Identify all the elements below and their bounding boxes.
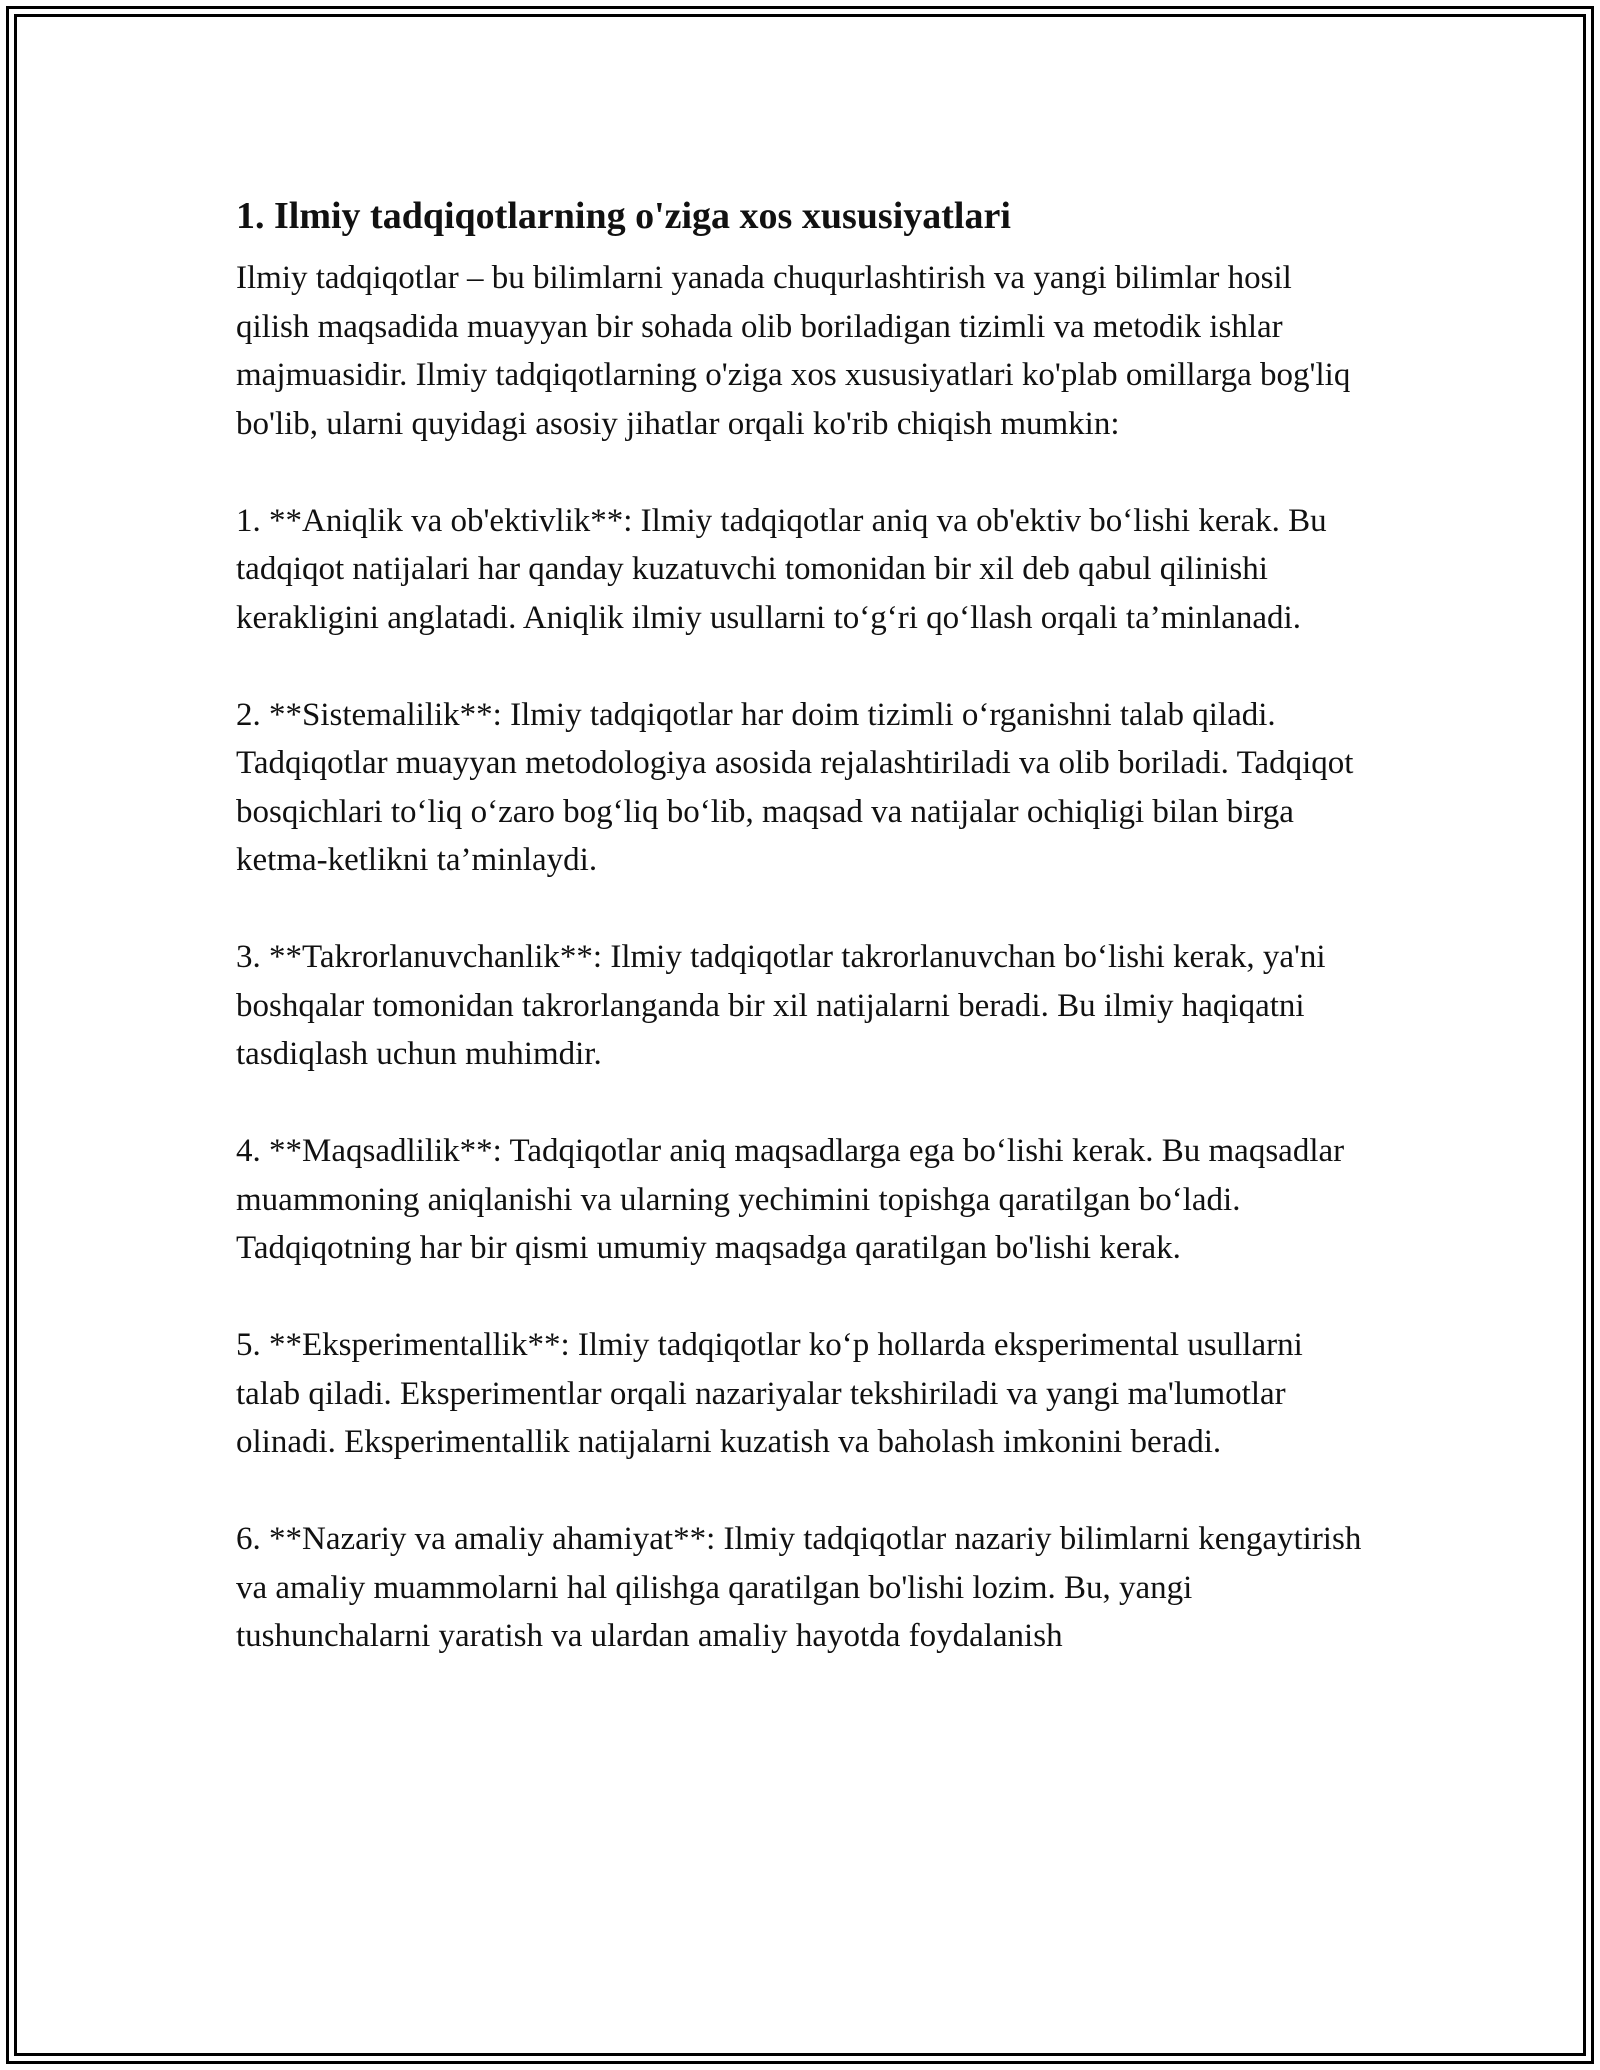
list-item-purposefulness: 4. **Maqsadlilik**: Tadqiqotlar aniq maqsadlarga ega bo‘lishi kerak. Bu maqsadlar muammoning aniqlanishi va ularning yechimini topishga qaratilgan bo‘ladi. Tadqiqotning har bir qismi umumiy maqsadga qaratilgan bo'lishi kerak. [236, 1133, 1345, 1266]
list-item-systematic: 2. **Sistemalilik**: Ilmiy tadqiqotlar har doim tizimli o‘rganishni talab qiladi. Tadqiqotlar muayyan metodologiya asosida rejalashtiriladi va olib boriladi. Tadqiqot bosqichlari to‘liq o‘zaro bog‘liq bo‘lib, maqsad va natijalar ochiqligi bilan birga ketma-ketlikni ta’minlaydi. [236, 696, 1354, 878]
list-item-experimentality: 5. **Eksperimentallik**: Ilmiy tadqiqotlar ko‘p hollarda eksperimental usullarni talab qiladi. Eksperimentlar orqali nazariyalar tekshiriladi va yangi ma'lumotlar olinadi. Eksperimentallik natijalarni kuzatish va baholash imkonini beradi. [236, 1327, 1303, 1460]
spacer [236, 1467, 1366, 1516]
spacer [236, 642, 1366, 691]
list-item-reproducibility: 3. **Takrorlanuvchanlik**: Ilmiy tadqiqotlar takrorlanuvchan bo‘lishi kerak, ya'ni boshqalar tomonidan takrorlanganda bir xil natijalarni beradi. Bu ilmiy haqiqatni tasdiqlash uchun muhimdir. [236, 939, 1326, 1072]
spacer [236, 885, 1366, 934]
list-item-theoretical-practical: 6. **Nazariy va amaliy ahamiyat**: Ilmiy tadqiqotlar nazariy bilimlarni kengaytirish va amaliy muammolarni hal qilishga qaratilgan bo'lishi lozim. Bu, yangi tushunchalarni yaratish va ulardan amaliy hayotda foydalanish [236, 1521, 1362, 1654]
spacer [236, 1079, 1366, 1128]
document-title: 1. Ilmiy tadqiqotlarning o'ziga xos xususiyatlari [236, 195, 1011, 237]
spacer [236, 448, 1366, 497]
spacer [236, 1273, 1366, 1322]
intro-paragraph: Ilmiy tadqiqotlar – bu bilimlarni yanada chuqurlashtirish va yangi bilimlar hosil qilish maqsadida muayyan bir sohada olib boriladigan tizimli va metodik ishlar majmuasidir. Ilmiy tadqiqotlarning o'ziga xos xususiyatlari ko'plab omillarga bog'liq bo'lib, ularni quyidagi asosiy jihatlar orqali ko'rib chiqish mumkin: [236, 260, 1351, 442]
document-body [236, 186, 1366, 1661]
spacer [236, 246, 1366, 254]
list-item-accuracy: 1. **Aniqlik va ob'ektivlik**: Ilmiy tadqiqotlar aniq va ob'ektiv bo‘lishi kerak. Bu tadqiqot natijalari har qanday kuzatuvchi tomonidan bir xil deb qabul qilinishi kerakligini anglatadi. Aniqlik ilmiy usullarni to‘g‘ri qo‘llash orqali ta’minlanadi. [236, 502, 1327, 636]
